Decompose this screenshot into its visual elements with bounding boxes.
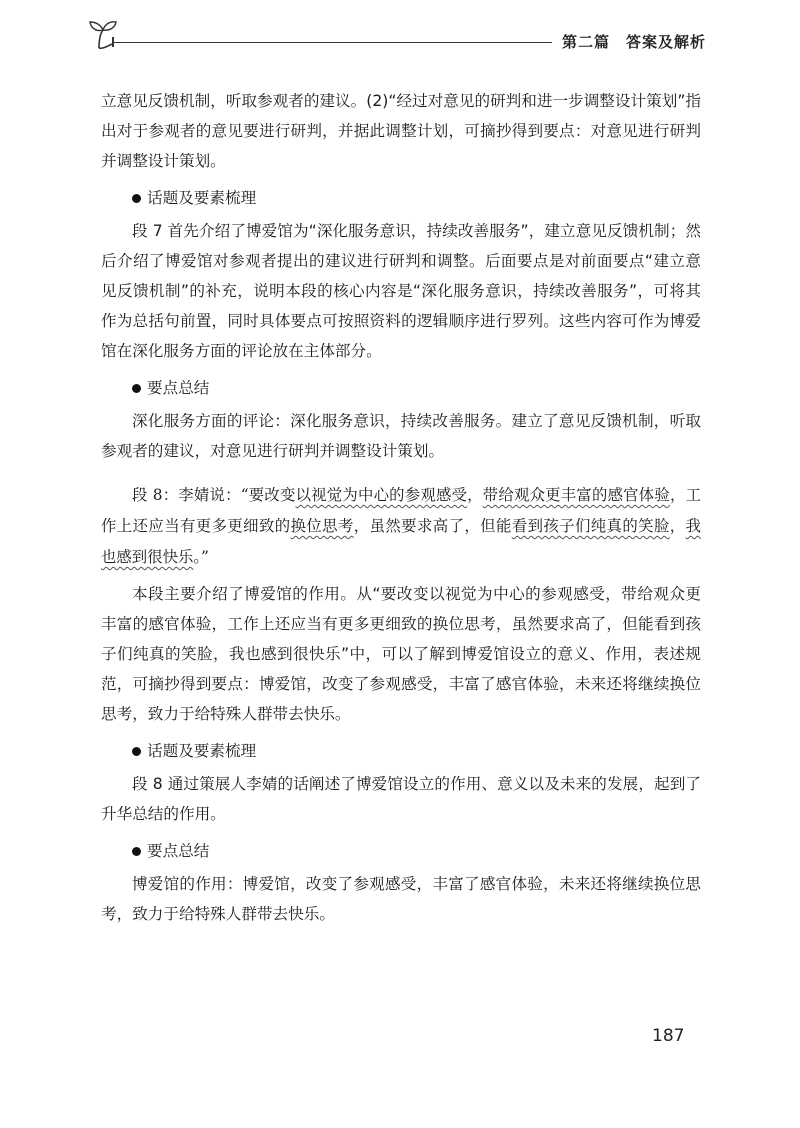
quote-block bbox=[101, 480, 701, 573]
paragraph-topic-8: 段 8 通过策展人李婧的话阐述了博爱馆设立的作用、意义以及未来的发展，起到了升华总结的作用。 bbox=[101, 775, 701, 823]
quote-paragraph bbox=[101, 480, 701, 573]
quote-underlined: 我也感到很快乐 bbox=[101, 517, 701, 566]
quote-text: ，虽然要求高了，但能 bbox=[353, 517, 512, 535]
bullet-topic-elements bbox=[101, 736, 701, 766]
quote-underlined: 以视觉为中心的参观感受 bbox=[295, 486, 468, 504]
quote-underlined: 换位思考 bbox=[290, 517, 354, 535]
paragraph-analysis-7: 段 7 首先介绍了博爱馆为“深化服务意识，持续改善服务”，建立意见反馈机制；然后介绍了博爱馆对参观者提出的建议进行研判和调整。后面要点是对前面要点“建立意见反馈机制”的补充，说明本段的核心内容是“深化服务意识，持续改善服务”，可将其作为总括句前置，同时具体要点可按照资料的逻辑顺序进行罗列。这些内容可作为博爱馆在深化服务方面的评论放在主体部分。 bbox=[101, 222, 701, 360]
bullet-dot-icon bbox=[132, 847, 141, 856]
bullet-label: 要点总结 bbox=[147, 842, 210, 860]
bullet-summary bbox=[101, 836, 701, 866]
quote-underlined: 带给观众更丰富的感官体验 bbox=[482, 486, 670, 504]
header-rule bbox=[112, 42, 552, 43]
page-body bbox=[101, 86, 701, 929]
section-title: 第二篇 答案及解析 bbox=[562, 33, 707, 51]
sprout-icon bbox=[86, 20, 120, 50]
paragraph-summary-7: 深化服务方面的评论：深化服务意识，持续改善服务。建立了意见反馈机制，听取参观者的建议，对意见进行研判并调整设计策划。 bbox=[101, 412, 701, 460]
bullet-dot-icon bbox=[132, 194, 141, 203]
paragraph-summary-8: 博爱馆的作用：博爱馆，改变了参观感受，丰富了感官体验，未来还将继续换位思考，致力于给特殊人群带去快乐。 bbox=[101, 875, 701, 923]
paragraph-continued: 立意见反馈机制，听取参观者的建议。(2)“经过对意见的研判和进一步调整设计策划”指出对于参观者的意见要进行研判，并据此调整计划，可摘抄得到要点：对意见进行研判并调整设计策划。 bbox=[101, 92, 701, 170]
bullet-dot-icon bbox=[132, 747, 141, 756]
paragraph-analysis-8: 本段主要介绍了博爱馆的作用。从“要改变以视觉为中心的参观感受，带给观众更丰富的感官体验，工作上还应当有更多更细致的换位思考，虽然要求高了，但能看到孩子们纯真的笑脸，我也感到很快乐”中，可以了解到博爱馆设立的意义、作用，表述规范，可摘抄得到要点：博爱馆，改变了参观感受，丰富了感官体验，未来还将继续换位思考，致力于给特殊人群带去快乐。 bbox=[101, 585, 701, 723]
quote-text: ， bbox=[669, 517, 686, 535]
bullet-dot-icon bbox=[132, 384, 141, 393]
quote-text: 。” bbox=[193, 548, 209, 566]
page-header bbox=[0, 0, 800, 70]
page-number: 187 bbox=[652, 1026, 685, 1046]
bullet-label: 话题及要素梳理 bbox=[147, 742, 257, 760]
quote-text: 段 8：李婧说：“要改变 bbox=[132, 486, 296, 504]
bullet-label: 话题及要素梳理 bbox=[147, 189, 257, 207]
quote-text: ，工作上还应当有更多更细致的 bbox=[101, 486, 701, 535]
quote-text: ， bbox=[467, 486, 483, 504]
bullet-topic-elements bbox=[101, 183, 701, 213]
quote-underlined: 看到孩子们纯真的笑脸 bbox=[511, 517, 670, 535]
bullet-label: 要点总结 bbox=[147, 379, 210, 397]
bullet-summary bbox=[101, 373, 701, 403]
